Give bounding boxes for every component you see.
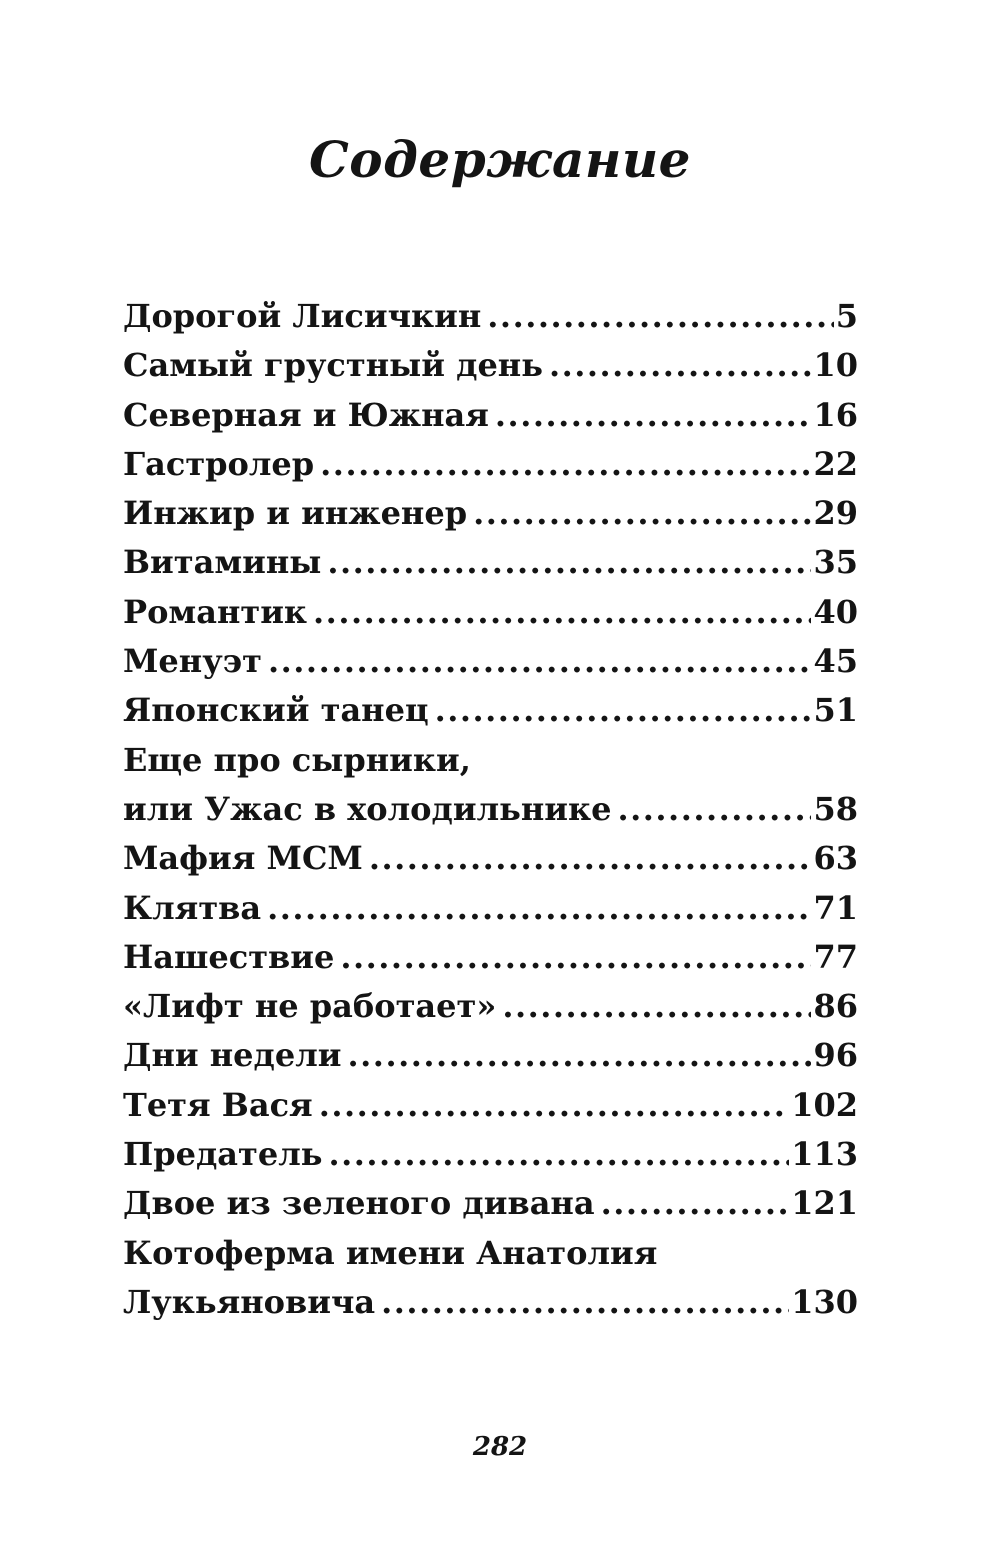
entry-page: 121 xyxy=(791,1184,858,1223)
entry-page: 71 xyxy=(813,888,858,927)
entry-title: Самый грустный день xyxy=(123,346,543,385)
toc-entry xyxy=(123,292,858,341)
dot-leader xyxy=(267,884,811,933)
toc-entry xyxy=(123,834,858,883)
entry-title: Романтик xyxy=(123,592,308,631)
entry-title: Лукьяновича xyxy=(123,1282,376,1321)
toc-entry xyxy=(123,785,858,834)
entry-page: 29 xyxy=(813,494,858,533)
entry-page: 102 xyxy=(791,1085,858,1124)
toc-entry xyxy=(123,1081,858,1130)
dot-leader xyxy=(381,1278,789,1327)
entry-title-line1: Еще про сырники, xyxy=(123,740,471,779)
toc-entry xyxy=(123,588,858,637)
entry-page: 86 xyxy=(813,987,858,1026)
toc-entry xyxy=(123,982,858,1031)
entry-page: 22 xyxy=(813,444,858,483)
entry-page: 10 xyxy=(813,346,858,385)
entry-page: 130 xyxy=(791,1282,858,1321)
page-number: 282 xyxy=(472,1432,528,1462)
toc-entry xyxy=(123,1031,858,1080)
toc-entry-title-line xyxy=(123,736,858,785)
dot-leader xyxy=(319,1081,790,1130)
entry-page: 35 xyxy=(813,543,858,582)
dot-leader xyxy=(435,686,812,735)
entry-page: 16 xyxy=(813,395,858,434)
dot-leader xyxy=(320,440,811,489)
entry-page: 40 xyxy=(813,592,858,631)
entry-title: Витамины xyxy=(123,543,322,582)
toc-entry xyxy=(123,884,858,933)
dot-leader xyxy=(348,1031,812,1080)
dot-leader xyxy=(327,538,811,587)
entry-title: Менуэт xyxy=(123,642,262,681)
entry-page: 45 xyxy=(813,642,858,681)
dot-leader xyxy=(369,834,812,883)
dot-leader xyxy=(328,1130,789,1179)
dot-leader xyxy=(487,292,833,341)
toc-entry-title-line xyxy=(123,1229,858,1278)
entry-title: Японский танец xyxy=(123,691,429,730)
toc-entry xyxy=(123,440,858,489)
dot-leader xyxy=(617,785,811,834)
toc-entry xyxy=(123,489,858,538)
dot-leader xyxy=(601,1179,790,1228)
dot-leader xyxy=(268,637,811,686)
dot-leader xyxy=(549,341,812,390)
toc-entry xyxy=(123,391,858,440)
entry-page: 77 xyxy=(813,937,858,976)
entry-title: Тетя Вася xyxy=(123,1085,313,1124)
page-title: Содержание xyxy=(309,130,691,189)
entry-title: Мафия МСМ xyxy=(123,839,363,878)
entry-title: Дорогой Лисичкин xyxy=(123,297,482,335)
entry-title: Двое из зеленого дивана xyxy=(123,1184,595,1223)
entry-title: или Ужас в холодильнике xyxy=(123,789,612,828)
entry-title: Предатель xyxy=(123,1135,323,1174)
toc-entry xyxy=(123,1179,858,1228)
entry-page: 96 xyxy=(813,1036,858,1075)
entry-page: 63 xyxy=(813,839,858,878)
entry-title: «Лифт не работает» xyxy=(123,987,497,1026)
dot-leader xyxy=(473,489,811,538)
toc-entry xyxy=(123,538,858,587)
dot-leader xyxy=(313,588,811,637)
entry-page: 58 xyxy=(813,789,858,828)
dot-leader xyxy=(340,933,811,982)
entry-title: Клятва xyxy=(123,888,262,927)
entry-page: 5 xyxy=(835,297,858,335)
toc-entry xyxy=(123,637,858,686)
toc-entry xyxy=(123,1278,858,1327)
toc-entry xyxy=(123,341,858,390)
entry-page: 113 xyxy=(791,1135,858,1174)
toc-entry xyxy=(123,933,858,982)
entry-title: Гастролер xyxy=(123,444,315,483)
entry-title-line1: Котоферма имени Анатолия xyxy=(123,1233,658,1272)
entry-page: 51 xyxy=(813,691,858,730)
dot-leader xyxy=(502,982,811,1031)
toc-entry xyxy=(123,686,858,735)
toc-entry xyxy=(123,1130,858,1179)
entry-title: Инжир и инженер xyxy=(123,494,468,533)
table-of-contents xyxy=(123,292,858,1327)
dot-leader xyxy=(495,391,812,440)
entry-title: Северная и Южная xyxy=(123,395,489,434)
entry-title: Дни недели xyxy=(123,1036,342,1075)
entry-title: Нашествие xyxy=(123,937,335,976)
